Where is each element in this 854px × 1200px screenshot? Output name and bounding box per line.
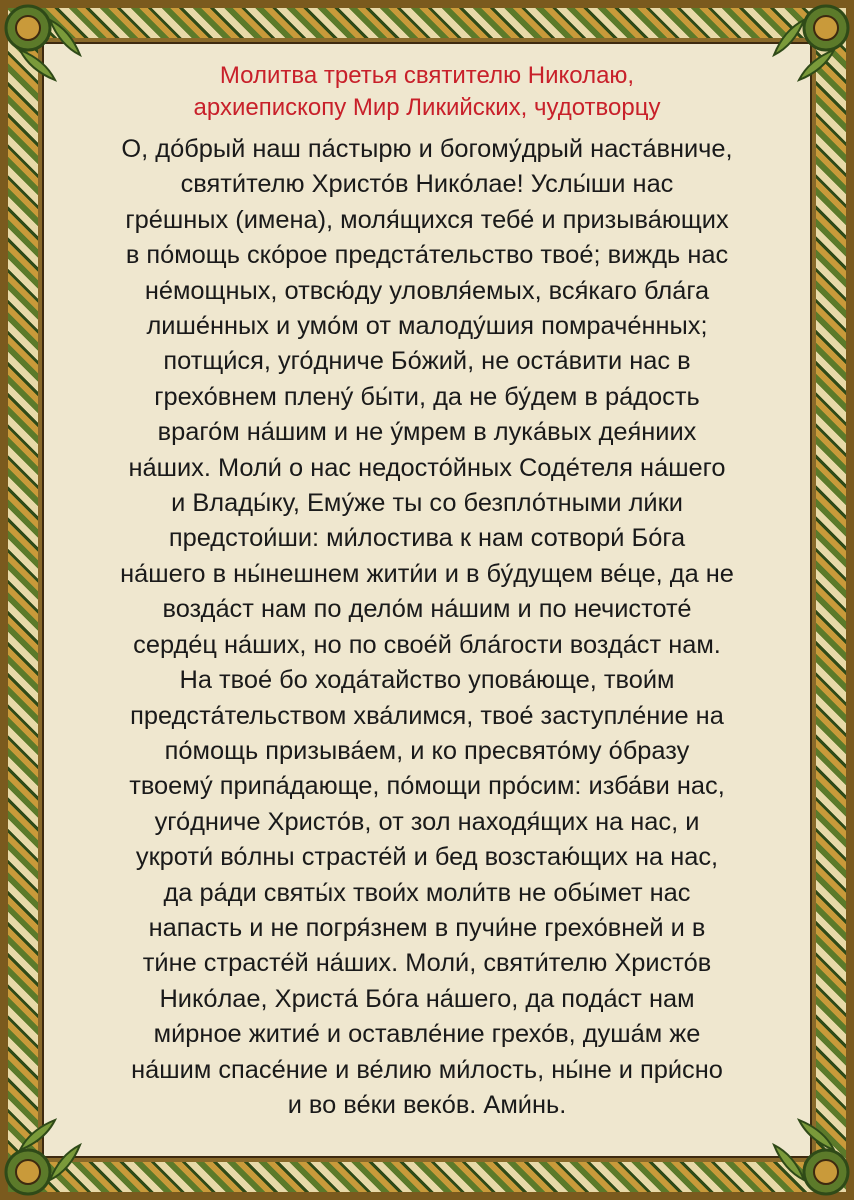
prayer-text — [44, 132, 810, 1123]
prayer-line: да ра́ди святы́х твои́х моли́тв не обы́мет нас — [163, 878, 691, 907]
prayer-line: гре́шных (имена), моля́щихся тебе́ и призыва́ющих — [125, 205, 729, 234]
prayer-line: предстои́ши: ми́лостива к нам сотвори́ Бо́га — [168, 524, 686, 553]
title-line: Молитва третья святителю Николаю, — [219, 62, 635, 89]
prayer-line: в по́мощь ско́рое предста́тельство твое́; виждь нас — [125, 241, 729, 270]
prayer-line: на́шим спасе́ние и ве́лию ми́лость, ны́не и при́сно — [131, 1055, 723, 1084]
prayer-line: ти́не страсте́й на́ших. Моли́, святи́телю Христо́в — [142, 949, 712, 978]
prayer-line: грехо́внем плену́ бы́ти, да не бу́дем в ра́дость — [154, 382, 700, 411]
prayer-line: и Влады́ку, Ему́же ты со безпло́тными ли́ки — [171, 489, 683, 518]
prayer-line: Нико́лае, Христа́ Бо́га на́шего, да пода́ст нам — [159, 984, 695, 1013]
prayer-line: твоему́ припа́дающе, по́мощи про́сим: изба́ви нас, — [129, 772, 725, 801]
prayer-line: враго́м на́шим и не у́мрем в лука́вых дея́ниих — [157, 418, 697, 447]
prayer-line: На твое́ бо хода́тайство упова́юще, твои́м — [179, 666, 675, 695]
prayer-line: ми́рное житие́ и оставле́ние грехо́в, душа́м же — [153, 1020, 701, 1049]
prayer-line: напасть и не погря́знем в пучи́не грехо́вней и в — [148, 913, 706, 942]
prayer-line: потщи́ся, уго́дниче Бо́жий, не оста́вити нас в — [163, 347, 691, 376]
prayer-line: по́мощь призыва́ем, и ко пресвято́му о́бразу — [164, 736, 690, 765]
title-line: архиепископу Мир Ликийских, чудотворцу — [193, 94, 661, 121]
prayer-line: не́мощных, отвсю́ду уловля́емых, вся́каго бла́га — [144, 276, 710, 305]
prayer-line: предста́тельством хва́лимся, твое́ заступле́ние на — [130, 701, 724, 730]
prayer-line: на́ших. Моли́ о нас недосто́йных Соде́теля на́шего — [128, 453, 726, 482]
prayer-line: возда́ст нам по дело́м на́шим и по нечистоте́ — [162, 595, 692, 624]
prayer-line: серде́ц на́ших, но по свое́й бла́гости возда́ст нам. — [133, 630, 721, 659]
prayer-line: и во ве́ки веко́в. Ами́нь. — [287, 1090, 567, 1119]
prayer-line: уго́дниче Христо́в, от зол находя́щих на нас, и — [154, 807, 700, 836]
prayer-line: О, до́брый наш па́стырю и богому́дрый наста́вниче, — [121, 135, 733, 163]
prayer-content — [44, 52, 810, 1160]
prayer-line: на́шего в ны́нешнем жити́и и в бу́дущем ве́це, да не — [120, 559, 734, 588]
prayer-line: святи́телю Христо́в Нико́лае! Услы́ши нас — [180, 170, 674, 199]
prayer-line: лише́нных и умо́м от малоду́шия помраче́нных; — [146, 312, 708, 341]
prayer-title — [44, 60, 810, 124]
prayer-line: укроти́ во́лны страсте́й и бед возстаю́щих на нас, — [135, 843, 719, 872]
